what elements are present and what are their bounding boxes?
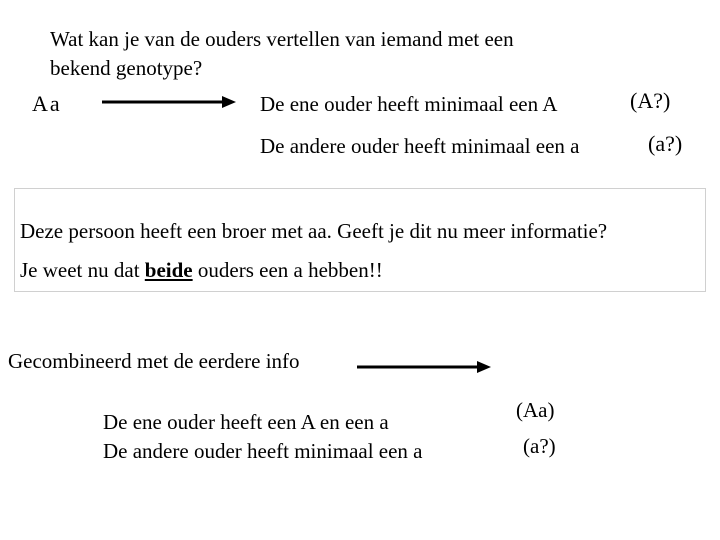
result-code-1: (Aa)	[516, 398, 555, 422]
parent1-code: (A?)	[630, 88, 671, 113]
result-code-2: (a?)	[523, 434, 556, 458]
question-line-1: Wat kan je van de ouders vertellen van iemand met een	[50, 27, 514, 51]
parent2-code: (a?)	[648, 131, 683, 156]
combined-label: Gecombineerd met de eerdere info	[8, 349, 300, 373]
arrow-right-icon	[355, 360, 495, 374]
result-line-2: De andere ouder heeft minimaal een a	[103, 439, 423, 463]
arrow-right-icon	[100, 95, 240, 109]
parent1-statement: De ene ouder heeft minimaal een A	[260, 92, 558, 116]
conclusion-before: Je weet nu dat	[20, 258, 145, 282]
result-line-1: De ene ouder heeft een A en een a	[103, 410, 389, 434]
brother-question: Deze persoon heeft een broer met aa. Geeft je dit nu meer informatie?	[20, 219, 608, 243]
conclusion-emphasis: beide	[144, 258, 193, 282]
genotype-label: Aa	[32, 91, 62, 116]
conclusion-after: ouders een a hebben!!	[192, 258, 383, 282]
question-line-2: bekend genotype?	[50, 56, 203, 80]
conclusion-line	[20, 260, 383, 281]
parent2-statement: De andere ouder heeft minimaal een a	[260, 134, 580, 158]
